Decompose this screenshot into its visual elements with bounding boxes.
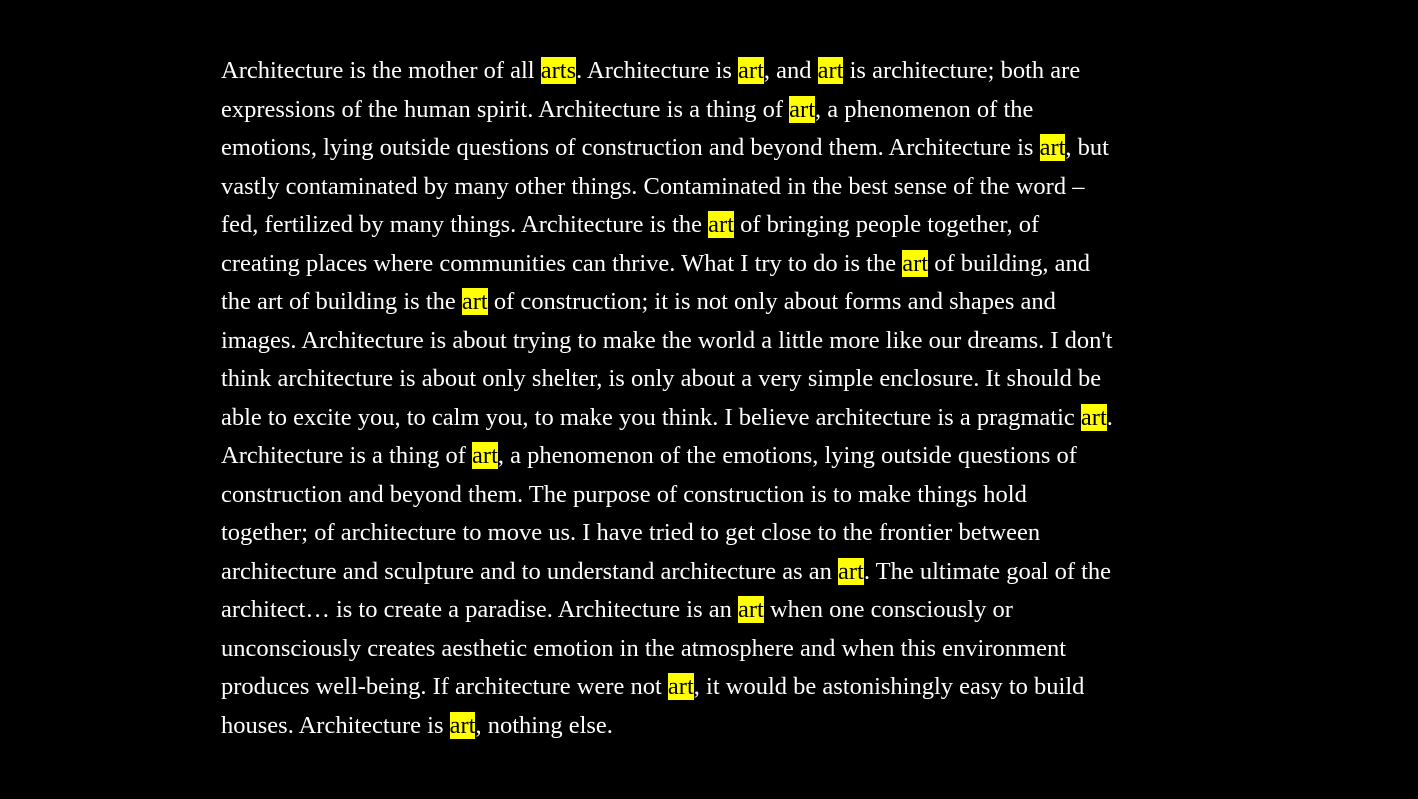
text-line [221,52,1206,91]
highlighted-term: art [789,95,815,123]
text-segment: able to excite you, to calm you, to make you think. I believe architecture is a pragmatic [221,403,1081,431]
text-line [221,399,1206,438]
text-segment: , nothing else. [475,711,613,739]
text-segment: is architecture; both are [843,57,1081,84]
text-segment: architect… is to create a paradise. Architecture is an [221,596,738,623]
text-segment: images. Architecture is about trying to make the world a little more like our dreams. I don't [221,326,1113,354]
text-segment: together; of architecture to move us. I have tried to get close to the frontier between [221,519,1041,546]
text-segment: fed, fertilized by many things. Architecture is the [221,211,709,238]
text-segment: construction and beyond them. The purpose of construction is to make things hold [221,480,1027,508]
text-segment: , a phenomenon of the emotions, lying outside questions of [497,442,1077,469]
highlighted-term: art [708,211,734,238]
text-segment: the art of building is the [221,288,462,315]
text-line [221,168,1206,207]
text-segment: , a phenomenon of the [815,95,1034,123]
text-line [221,437,1206,476]
text-segment: houses. Architecture is [221,711,450,739]
text-segment: . Architecture is [576,57,739,84]
text-segment: when one consciously or [763,596,1013,623]
text-segment: . The ultimate goal of the [863,557,1112,585]
highlighted-term: art [449,711,476,739]
text-segment: , and [763,57,818,84]
highlighted-term: art [838,557,864,585]
text-line [221,591,1206,630]
highlighted-term: art [902,249,929,277]
text-segment: of bringing people together, of [733,211,1040,238]
text-segment: . [1106,403,1113,431]
text-line [221,668,1206,707]
highlighted-term: arts [540,57,577,84]
text-segment: think architecture is about only shelter, is only about a very simple enclosure. It should be [221,365,1102,392]
highlighted-term: art [817,57,844,84]
text-segment: unconsciously creates aesthetic emotion in the atmosphere and when this environment [221,634,1067,662]
highlighted-term: art [1080,403,1107,431]
quote-text-block [221,52,1206,745]
text-segment: architecture and sculpture and to understand architecture as an [221,557,838,585]
text-segment: Architecture is a thing of [221,442,473,469]
text-line [221,283,1206,322]
text-segment: creating places where communities can thrive. What I try to do is the [221,249,903,277]
text-line [221,514,1206,553]
text-segment: Architecture is the mother of all [221,57,541,84]
text-line [221,322,1206,361]
text-segment: vastly contaminated by many other things. Contaminated in the best sense of the word – [221,172,1085,200]
highlighted-term: art [667,673,694,700]
text-segment: expressions of the human spirit. Architecture is a thing of [221,95,790,123]
text-line [221,206,1206,245]
text-segment: emotions, lying outside questions of construction and beyond them. Architecture is [221,134,1040,161]
highlighted-term: art [472,442,498,469]
text-segment: produces well-being. If architecture were not [221,673,668,700]
text-line [221,91,1206,130]
text-line [221,476,1206,515]
text-segment: , it would be astonishingly easy to build [693,673,1085,700]
text-segment: of building, and [928,249,1091,277]
text-line [221,360,1206,399]
highlighted-term: art [1039,134,1066,161]
text-segment: of construction; it is not only about forms and shapes and [487,288,1056,315]
text-segment: , but [1065,134,1109,161]
highlighted-term: art [737,596,764,623]
highlighted-term: art [738,57,764,84]
text-line [221,553,1206,592]
text-line [221,630,1206,669]
text-line [221,707,1206,746]
text-line [221,129,1206,168]
highlighted-term: art [461,288,488,315]
text-line [221,245,1206,284]
